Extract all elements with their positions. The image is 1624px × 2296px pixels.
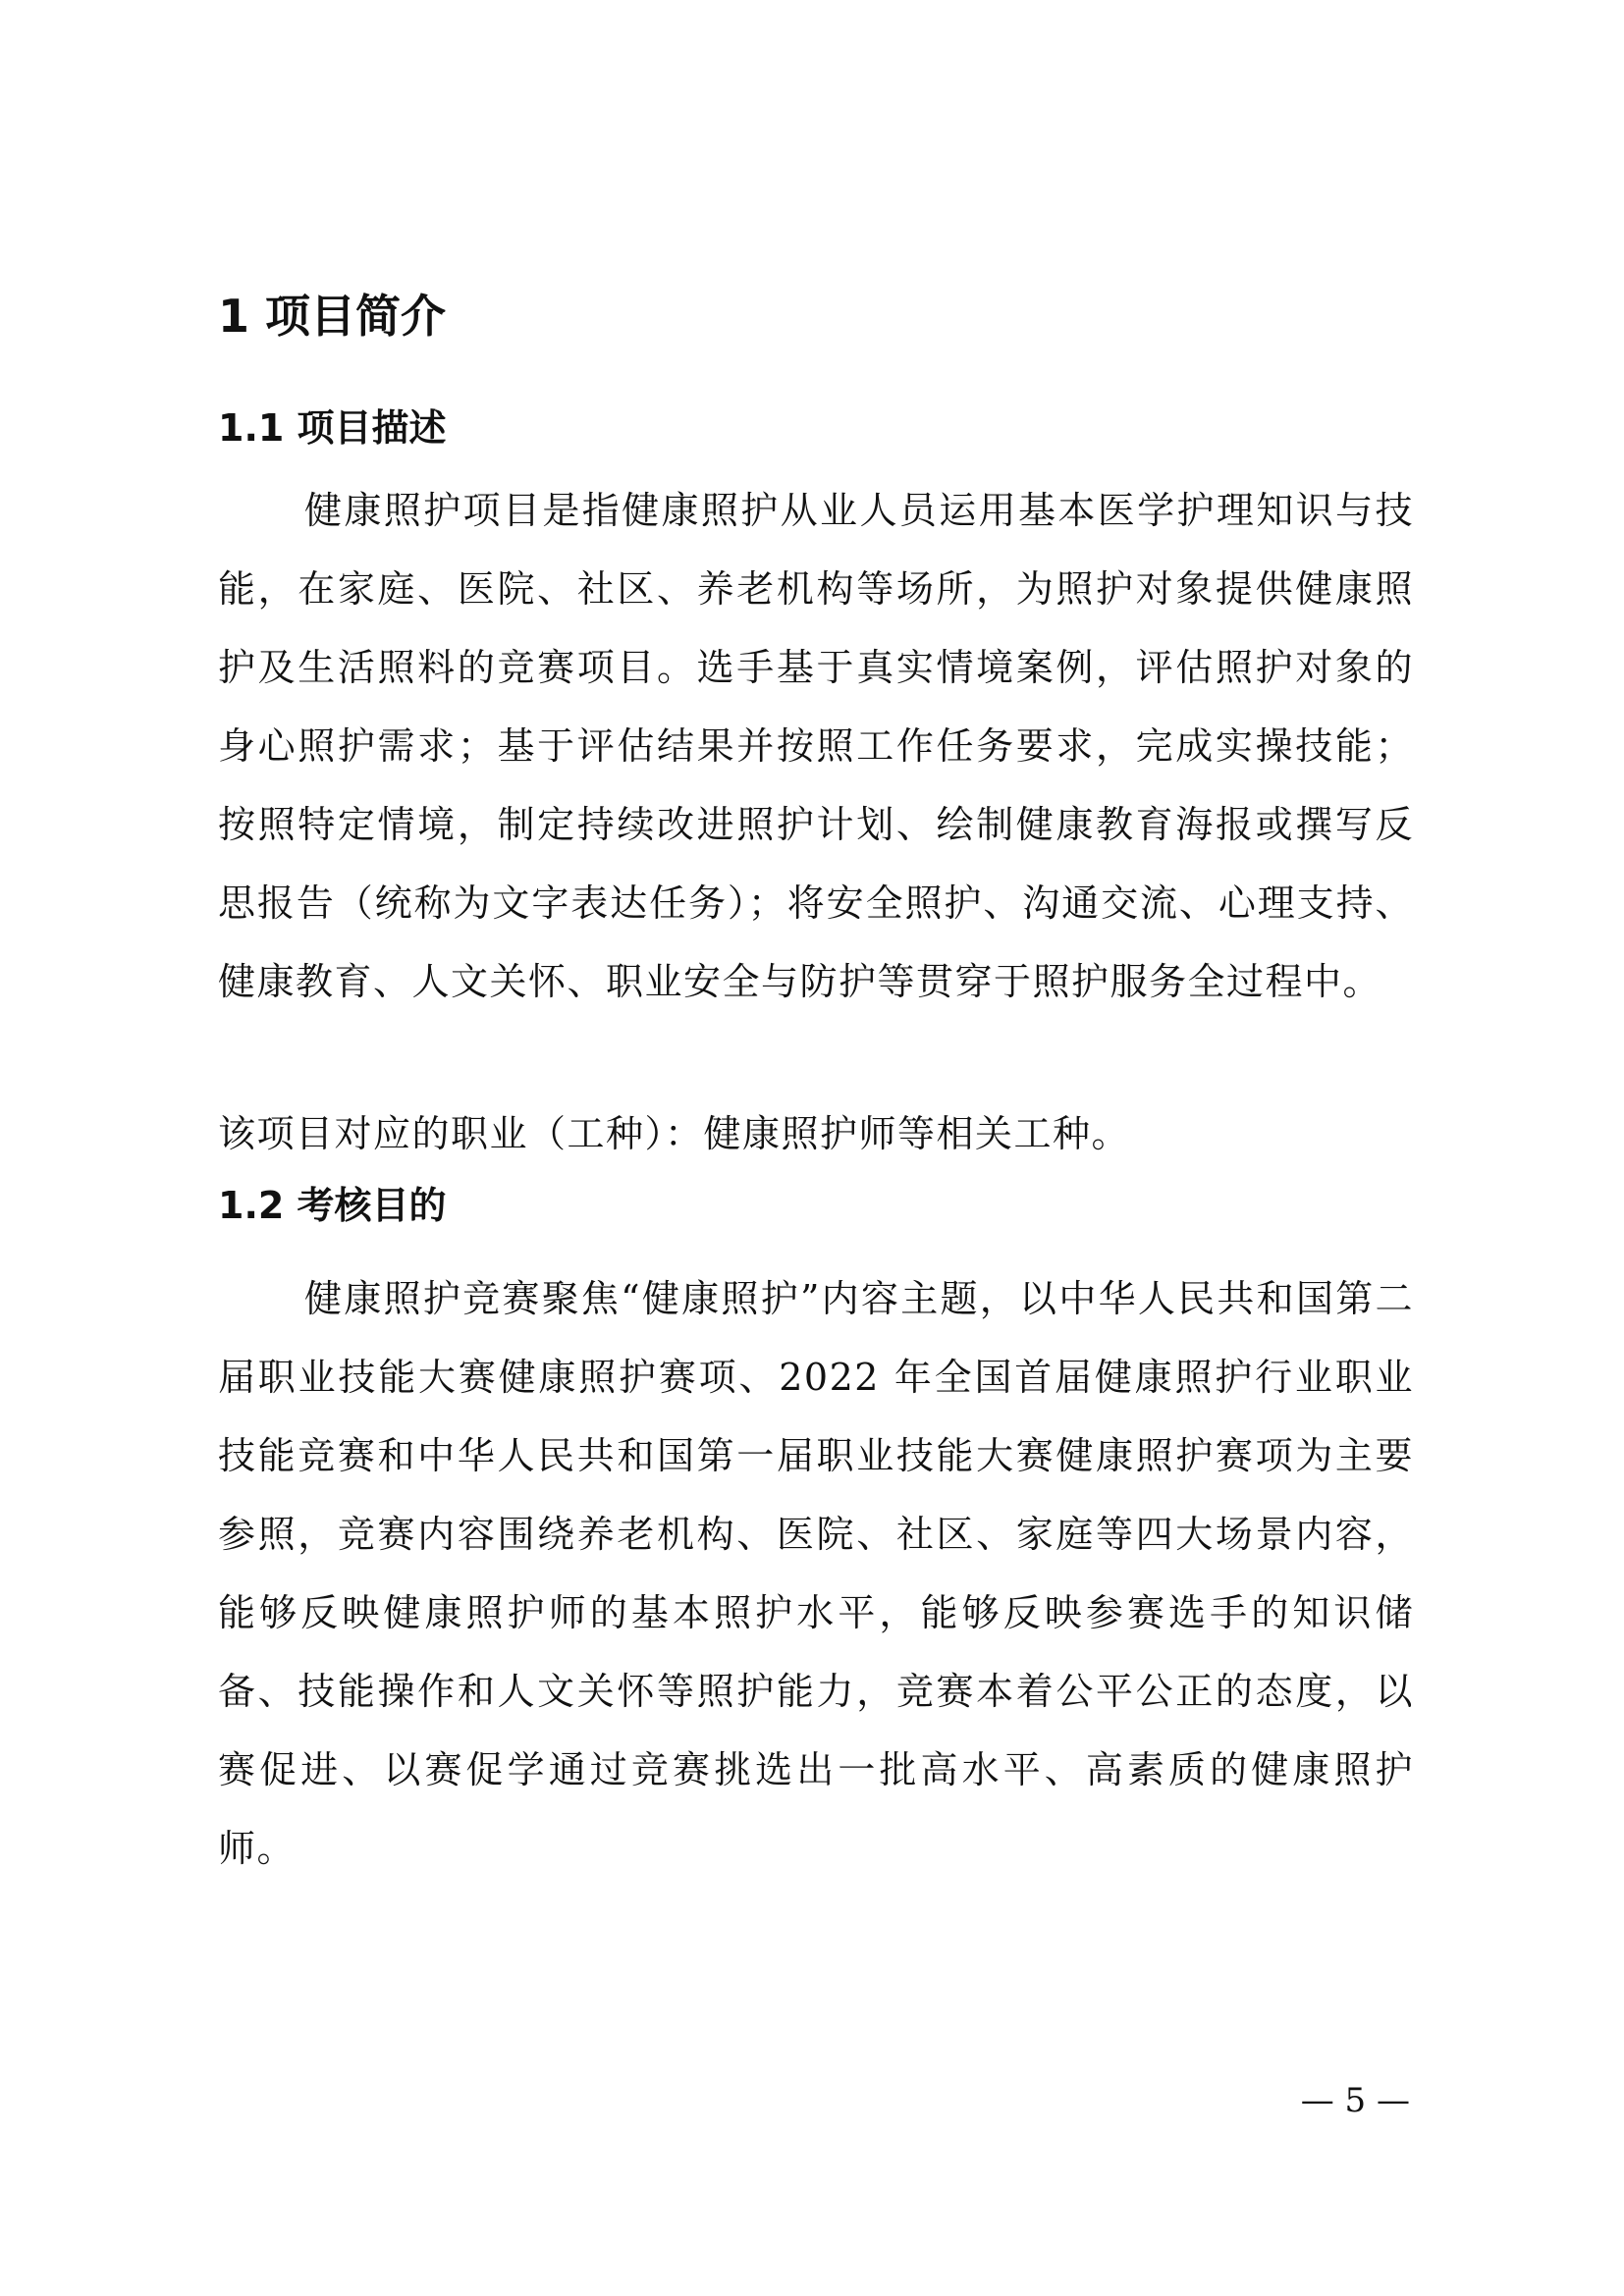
subsection-title-1-2: 1.2 考核目的 (218, 1184, 447, 1227)
subsection-title-1-1: 1.1 项目描述 (218, 406, 447, 450)
occupation-line: 该项目对应的职业（工种）：健康照护师等相关工种。 (218, 1112, 1131, 1155)
project-description-paragraph: 健康照护项目是指健康照护从业人员运用基本医学护理知识与技能，在家庭、医院、社区、养老机构等场所，为照护对象提供健康照护及生活照料的竞赛项目。选手基于真实情境案例，评估照护对象的身心照护需求；基于评估结果并按照工作任务要求，完成实操技能；按照特定情境，制定持续改进照护计划、绘制健康教育海报或撰写反思报告（统称为文字表达任务）；将安全照护、沟通交流、心理支持、健康教育、人文关怀、职业安全与防护等贯穿于照护服务全过程中。 (218, 489, 1414, 1003)
assessment-purpose-paragraph: 健康照护竞赛聚焦“健康照护”内容主题，以中华人民共和国第二届职业技能大赛健康照护赛项、2022 年全国首届健康照护行业职业技能竞赛和中华人民共和国第一届职业技能大赛健康照护赛项为主要参照，竞赛内容围绕养老机构、医院、社区、家庭等四大场景内容，能够反映健康照护师的基本照护水平，能够反映参赛选手的知识储备、技能操作和人文关怀等照护能力，竞赛本着公平公正的态度，以赛促进、以赛促学通过竞赛挑选出一批高水平、高素质的健康照护师。 (218, 1277, 1414, 1870)
page-number: — 5 — (1300, 2081, 1410, 2120)
section-heading: 1 项目简介 (218, 290, 447, 343)
